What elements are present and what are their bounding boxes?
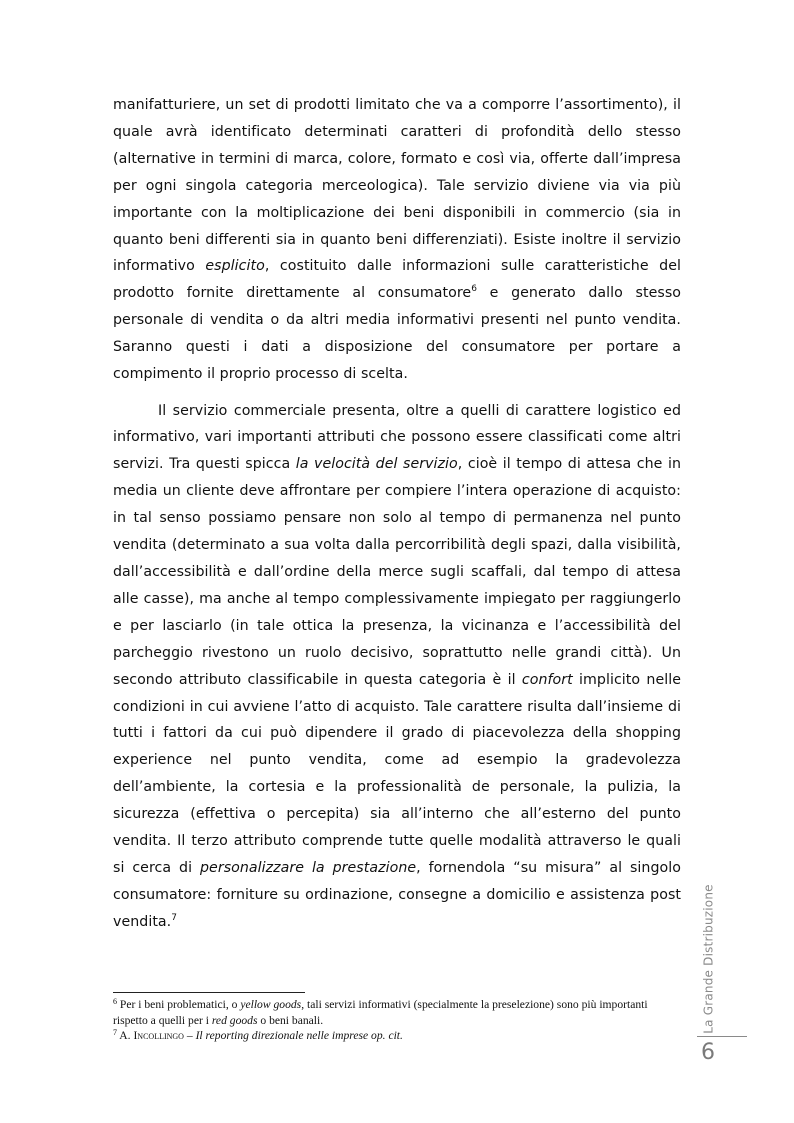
page-number: 6 <box>701 1040 715 1065</box>
footnote-6-text-3: o beni banali. <box>257 1013 324 1027</box>
paragraph-2-text-1: Il servizio commerciale presenta, oltre a quelli di carattere logistico ed informativo, vari importanti attributi che possono essere classificati come altri servizi. Tra questi spicca <box>113 402 681 473</box>
footnote-7-text-1: A. <box>117 1029 134 1042</box>
footnotes <box>113 997 681 1044</box>
footnote-reference-6[interactable]: 6 <box>471 284 477 295</box>
body-text <box>113 92 681 936</box>
running-title <box>701 883 717 1034</box>
footnote-6-emphasis-yellow-goods: yellow goods <box>240 998 302 1011</box>
footnote-7-citation-title: Il reporting direzionale nelle imprese op. cit. <box>195 1029 403 1042</box>
paragraph-1-text-2: , costituito dalle informazioni sulle caratteristiche del prodotto fornite direttamente al consumatore <box>113 258 681 302</box>
paragraph-1 <box>113 92 681 388</box>
footnote-separator <box>113 992 305 993</box>
footnote-6-emphasis-red-goods: red goods <box>211 1013 258 1027</box>
footnote-reference-7[interactable]: 7 <box>171 912 178 923</box>
paragraph-1-text-1: manifatturiere, un set di prodotti limitato che va a comporre l’assortimento), il quale avrà identificato determinati caratteri di profondità dello stesso (alternative in termini di marca, colore, formato e così via, offerte dall’impresa per ogni singola categoria merceologica). Tale servizio diviene via via più importante con la moltiplicazione dei beni disponibili in commercio (sia in quanto beni differenti sia in quanto beni differenziati). Esiste inoltre il servizio informativo <box>113 97 681 275</box>
paragraph-2-emphasis-personalizzare: personalizzare la prestazione <box>199 859 417 876</box>
paragraph-1-text-3: e generato dallo stesso personale di vendita o da altri media informativi presenti nel punto vendita. Saranno questi i dati a disposizione del consumatore per portare a compimento il proprio processo di scelta. <box>113 285 681 383</box>
footnote-6 <box>113 997 681 1028</box>
footnote-7-mark: 7 <box>113 1028 117 1037</box>
footnote-6-mark: 6 <box>113 997 117 1006</box>
footnote-7-text-2: – <box>183 1029 196 1042</box>
paragraph-1-emphasis-esplicito: esplicito <box>205 258 265 275</box>
footnote-7-author: Incollingo <box>133 1029 184 1042</box>
paragraph-2-emphasis-velocita: la velocità del servizio <box>295 456 458 473</box>
footnote-6-text-1: Per i beni problematici, o <box>117 998 241 1011</box>
footnote-7 <box>113 1028 681 1044</box>
paragraph-2-text-4: , fornendola “su misura” al singolo consumatore: forniture su ordinazione, consegne a domicilio e assistenza post vendita. <box>113 859 681 930</box>
paragraph-2-text-3: implicito nelle condizioni in cui avviene l’atto di acquisto. Tale carattere risulta dall’insieme di tutti i fattori da cui può dipendere il grado di piacevolezza della shopping experience nel punto vendita, come ad esempio la gradevolezza dell’ambiente, la cortesia e la professionalità de personale, la pulizia, la sicurezza (effettiva o percepita) sia all’interno che all’esterno del punto vendita. Il terzo attributo comprende tutte quelle modalità attraverso le quali si cerca di <box>113 671 681 876</box>
paragraph-2-text-2: , cioè il tempo di attesa che in media un cliente deve affrontare per compiere l’intera operazione di acquisto: in tal senso possiamo pensare non solo al tempo di permanenza nel punto vendita (determinato a sua volta dalla percorribilità degli spazi, dalla visibilità, dall’accessibilità e dall’ordine della merce sugli scaffali, dal tempo di attesa alle casse), ma anche al tempo complessivamente impiegato per raggiungerlo e per lasciarlo (in tale ottica la presenza, la vicinanza e l’accessibilità del parcheggio rivestono un ruolo decisivo, soprattutto nelle grandi città). Un secondo attributo classificabile in questa categoria è il <box>113 456 681 688</box>
footnote-6-text-2: , tali servizi informativi (specialmente la preselezione) sono più importanti rispetto a quelli per i <box>113 998 648 1027</box>
paragraph-2 <box>113 398 681 936</box>
running-title-text: La Grande Distribuzione <box>702 883 717 1034</box>
paragraph-2-emphasis-confort: confort <box>521 671 573 688</box>
page-number-rule <box>697 1036 747 1037</box>
